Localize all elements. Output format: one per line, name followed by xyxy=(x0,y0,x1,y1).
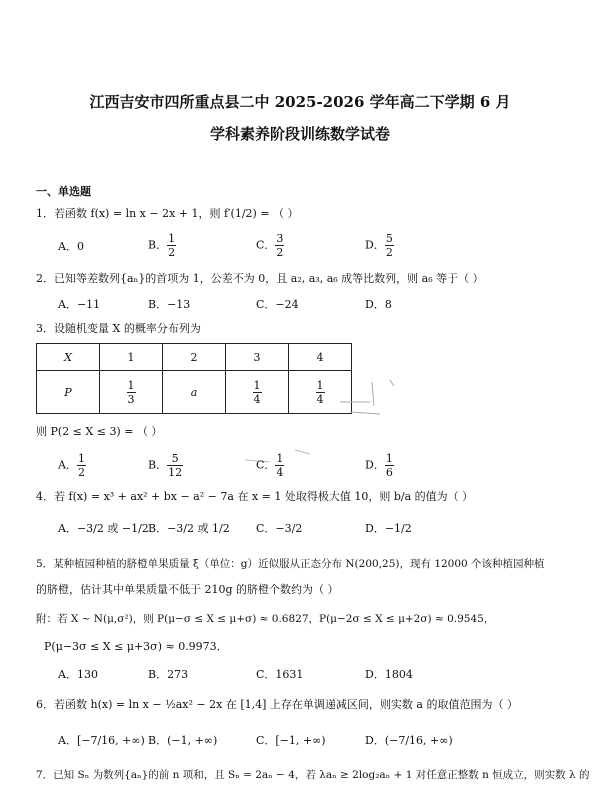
fraction-denominator: 4 xyxy=(316,392,324,406)
q3-option-c xyxy=(256,452,284,479)
q4-option-a: A．−3/2 或 −1/2 xyxy=(58,522,149,535)
q1-option-b xyxy=(148,232,176,259)
q1-option-b-label: B． xyxy=(148,238,168,252)
title-line2: 学科素养阶段训练数学试卷 xyxy=(209,125,390,143)
q5-option-c: C．1631 xyxy=(256,668,304,681)
q3-stem: 3．设随机变量 X 的概率分布列为 xyxy=(36,322,201,335)
title-line1: 江西吉安市四所重点县二中 2025-2026 学年高二下学期 6 月 xyxy=(89,93,511,111)
q5-stem-line2: 的脐橙，估计其中单果质量不低于 210g 的脐橙个数约为（ ） xyxy=(36,583,339,596)
q4-option-c: C．−3/2 xyxy=(256,522,303,535)
q3-option-c-label: C． xyxy=(256,458,276,472)
q7-stem: 7．已知 Sₙ 为数列{aₙ}的前 n 项和，且 Sₙ = 2aₙ − 4，若 λaₙ ≥ 2log₂aₙ + 1 对任意正整数 n 恒成立，则实数 λ 的 xyxy=(36,769,590,781)
fraction-denominator: 2 xyxy=(77,466,85,479)
fraction-numerator: 1 xyxy=(253,378,261,392)
q6-option-b: B．(−1, +∞) xyxy=(148,734,218,747)
table-cell: P xyxy=(37,371,100,414)
q5-stem-line1: 5．某种植园种植的脐橙单果质量 ξ（单位：g）近似服从正态分布 N(200,25)，现有 12000 个该种植园种植 xyxy=(36,558,545,570)
q5-note-line1: 附：若 X ~ N(μ,σ²)，则 P(μ−σ ≤ X ≤ μ+σ) ≈ 0.6827，P(μ−2σ ≤ X ≤ μ+2σ) ≈ 0.9545， xyxy=(36,613,495,625)
q4-option-b: B．−3/2 或 1/2 xyxy=(148,522,230,535)
q3-option-d xyxy=(365,452,394,479)
table-cell: 2 xyxy=(163,344,226,371)
q2-option-a: A．−11 xyxy=(58,298,101,311)
q5-option-a: A．130 xyxy=(58,668,98,681)
q3-option-b-label: B． xyxy=(148,458,168,472)
q5-note-line2: P(μ−3σ ≤ X ≤ μ+3σ) ≈ 0.9973． xyxy=(44,640,228,653)
table-cell: 4 xyxy=(289,344,352,371)
fraction-denominator: 6 xyxy=(385,466,393,479)
q3-c-fraction xyxy=(275,452,284,479)
q3-d-fraction xyxy=(385,452,394,479)
q3-b-fraction xyxy=(167,452,183,479)
fraction-numerator: 5 xyxy=(167,452,183,466)
table-cell xyxy=(226,371,289,414)
q1-option-c-label: C． xyxy=(256,238,276,252)
section-heading: 一、单选题 xyxy=(36,185,91,198)
q1-option-d-fraction xyxy=(385,232,394,259)
q2-option-c: C．−24 xyxy=(256,298,299,311)
q3-option-a xyxy=(58,452,86,479)
table-cell: X xyxy=(37,344,100,371)
fraction-numerator: 1 xyxy=(276,452,284,465)
table-cell: 1 xyxy=(100,344,163,371)
q3-option-a-label: A． xyxy=(58,458,77,472)
q1-c-numerator: 3 xyxy=(276,232,284,245)
q4-option-d: D．−1/2 xyxy=(365,522,412,535)
q2-option-b: B．−13 xyxy=(148,298,191,311)
table-fraction xyxy=(316,379,325,406)
table-cell xyxy=(100,371,163,414)
q5-option-b: B．273 xyxy=(148,668,189,681)
distribution-table xyxy=(36,343,352,414)
fraction-denominator: 3 xyxy=(127,392,135,406)
fraction-numerator: 1 xyxy=(127,378,135,392)
fraction-denominator: 4 xyxy=(253,392,261,406)
q1-option-d xyxy=(365,232,394,259)
q3-option-d-label: D． xyxy=(365,458,385,472)
q1-b-numerator: 1 xyxy=(168,232,176,245)
scribble-marks xyxy=(330,372,420,432)
q1-option-c xyxy=(256,232,284,259)
q1-stem: 1．若函数 f(x) = ln x − 2x + 1，则 f′(1/2) = （ ） xyxy=(36,207,299,220)
scribble-marks-2 xyxy=(240,440,330,480)
q1-d-numerator: 5 xyxy=(385,232,393,245)
q6-option-c: C．[−1, +∞) xyxy=(256,734,326,747)
fraction-denominator: 12 xyxy=(168,466,183,479)
table-fraction xyxy=(127,379,136,406)
q3-option-b xyxy=(148,452,183,479)
fraction-numerator: 1 xyxy=(77,452,85,465)
table-cell: 3 xyxy=(226,344,289,371)
q1-option-a: A．0 xyxy=(58,240,84,253)
q1-option-b-fraction xyxy=(167,232,176,259)
table-fraction xyxy=(253,379,262,406)
q6-option-a: A．[−7/16, +∞) xyxy=(58,734,145,747)
fraction-denominator: 4 xyxy=(276,466,284,479)
fraction-numerator: 1 xyxy=(316,378,324,392)
q1-option-c-fraction xyxy=(275,232,284,259)
q2-stem: 2．已知等差数列{aₙ}的首项为 1，公差不为 0，且 a₂, a₃, a₆ 成等比数列，则 a₆ 等于（ ） xyxy=(36,272,484,285)
table-row xyxy=(37,371,352,414)
table-cell: a xyxy=(163,371,226,414)
q1-d-denominator: 2 xyxy=(385,246,393,259)
q1-c-denominator: 2 xyxy=(276,246,284,259)
q3-a-fraction xyxy=(77,452,86,479)
q6-stem: 6．若函数 h(x) = ln x − ½ax² − 2x 在 [1,4] 上存在单调递减区间，则实数 a 的取值范围为（ ） xyxy=(36,698,518,711)
q2-option-d: D．8 xyxy=(365,298,392,311)
q1-option-d-label: D． xyxy=(365,238,385,252)
q3-question: 则 P(2 ≤ X ≤ 3) = （ ） xyxy=(36,425,163,438)
q4-stem: 4．若 f(x) = x³ + ax² + bx − a² − 7a 在 x = 1 处取得极大值 10，则 b/a 的值为（ ） xyxy=(36,490,474,503)
q1-b-denominator: 2 xyxy=(168,246,176,259)
fraction-numerator: 1 xyxy=(385,452,393,465)
q5-option-d: D．1804 xyxy=(365,668,413,681)
table-header-row xyxy=(37,344,352,371)
q6-option-d: D．(−7/16, +∞) xyxy=(365,734,453,747)
